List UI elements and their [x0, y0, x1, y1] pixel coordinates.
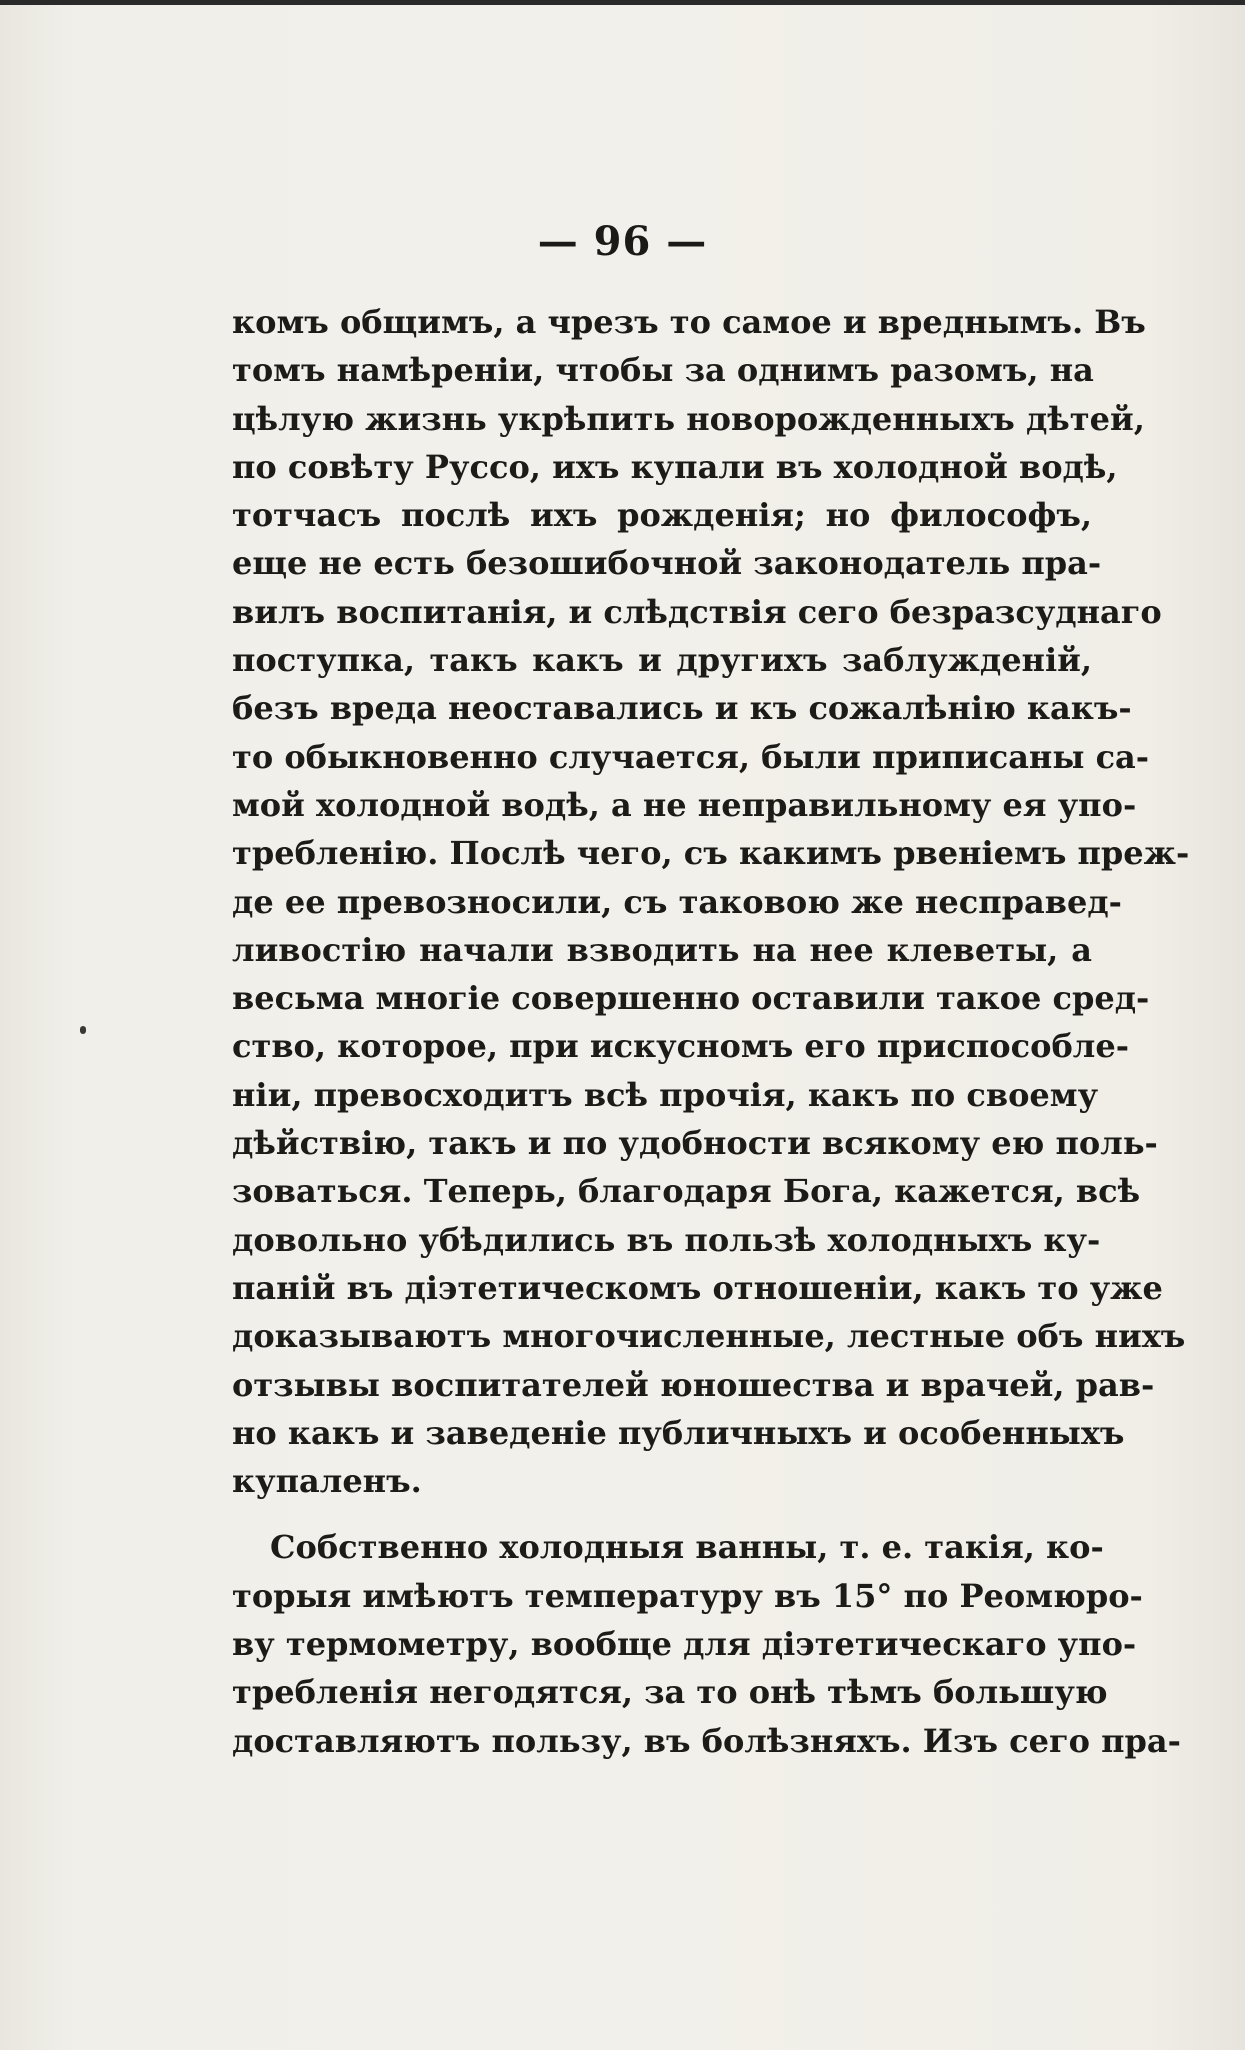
text-line: комъ общимъ, а чрезъ то самое и вреднымъ. Въ — [232, 303, 1146, 341]
text-line: весьма многіе совершенно оставили такое сред- — [232, 979, 1150, 1018]
text-line: довольно убѣдились въ пользѣ холодныхъ ку- — [232, 1220, 1101, 1259]
text-line: томъ намѣреніи, чтобы за однимъ разомъ, на — [232, 351, 1094, 390]
text-line: требленія негодятся, за то онѣ тѣмъ большую — [232, 1673, 1108, 1712]
text-line: мой холодной водѣ, а не неправильному ея упо- — [232, 785, 1137, 824]
text-line: ву термометру, вообще для діэтетическаго упо- — [232, 1625, 1137, 1664]
text-line: цѣлую жизнь укрѣпить новорожденныхъ дѣтей, — [232, 399, 1145, 438]
text-line: купаленъ. — [232, 1462, 422, 1501]
text-line: доказываютъ многочисленные, лестные объ нихъ — [232, 1317, 1186, 1356]
text-line: Собственно холодныя ванны, т. е. такія, ко- — [270, 1528, 1104, 1567]
text-line: то обыкновенно случается, были приписаны са- — [232, 737, 1150, 776]
text-line: по совѣту Руссо, ихъ купали въ холодной водѣ, — [232, 447, 1118, 486]
text-line: вилъ воспитанія, и слѣдствія сего безразсуднаго — [232, 592, 1162, 631]
page-number: — 96 — — [537, 218, 708, 265]
text-line: торыя имѣютъ температуру въ 15° по Реомюро- — [232, 1576, 1143, 1615]
text-line: тотчасъ послѣ ихъ рожденія; но философъ, — [232, 496, 1092, 535]
text-line: де ее превозносили, съ таковою же несправед- — [232, 882, 1122, 921]
ink-speck — [80, 1026, 86, 1034]
text-line: зоваться. Теперь, благодаря Бога, кажется, всѣ — [232, 1172, 1141, 1211]
text-line: доставляютъ пользу, въ болѣзняхъ. Изъ сего пра- — [232, 1721, 1181, 1760]
text-line: ливостію начали взводить на нее клеветы, а — [232, 930, 1092, 969]
text-line: ство, которое, при искусномъ его приспособле- — [232, 1027, 1129, 1066]
text-line: паній въ діэтетическомъ отношеніи, какъ то уже — [232, 1268, 1163, 1307]
page-top-edge — [0, 0, 1245, 5]
text-line: но какъ и заведеніе публичныхъ и особенныхъ — [232, 1413, 1125, 1452]
body-text — [232, 298, 1190, 1765]
text-line: безъ вреда неоставались и къ сожалѣнію какъ- — [232, 689, 1132, 728]
text-line: требленію. Послѣ чего, съ какимъ рвеніемъ преж- — [232, 834, 1190, 873]
text-line: ніи, превосходитъ всѣ прочія, какъ по своему — [232, 1075, 1099, 1114]
text-line: еще не есть безошибочной законодатель пра- — [232, 544, 1102, 583]
text-line: отзывы воспитателей юношества и врачей, рав- — [232, 1365, 1155, 1404]
paragraph-1 — [232, 298, 1190, 1505]
paragraph-2 — [232, 1523, 1181, 1764]
text-line: поступка, такъ какъ и другихъ заблужденій, — [232, 641, 1092, 680]
text-line: дѣйствію, такъ и по удобности всякому ею поль- — [232, 1124, 1158, 1163]
